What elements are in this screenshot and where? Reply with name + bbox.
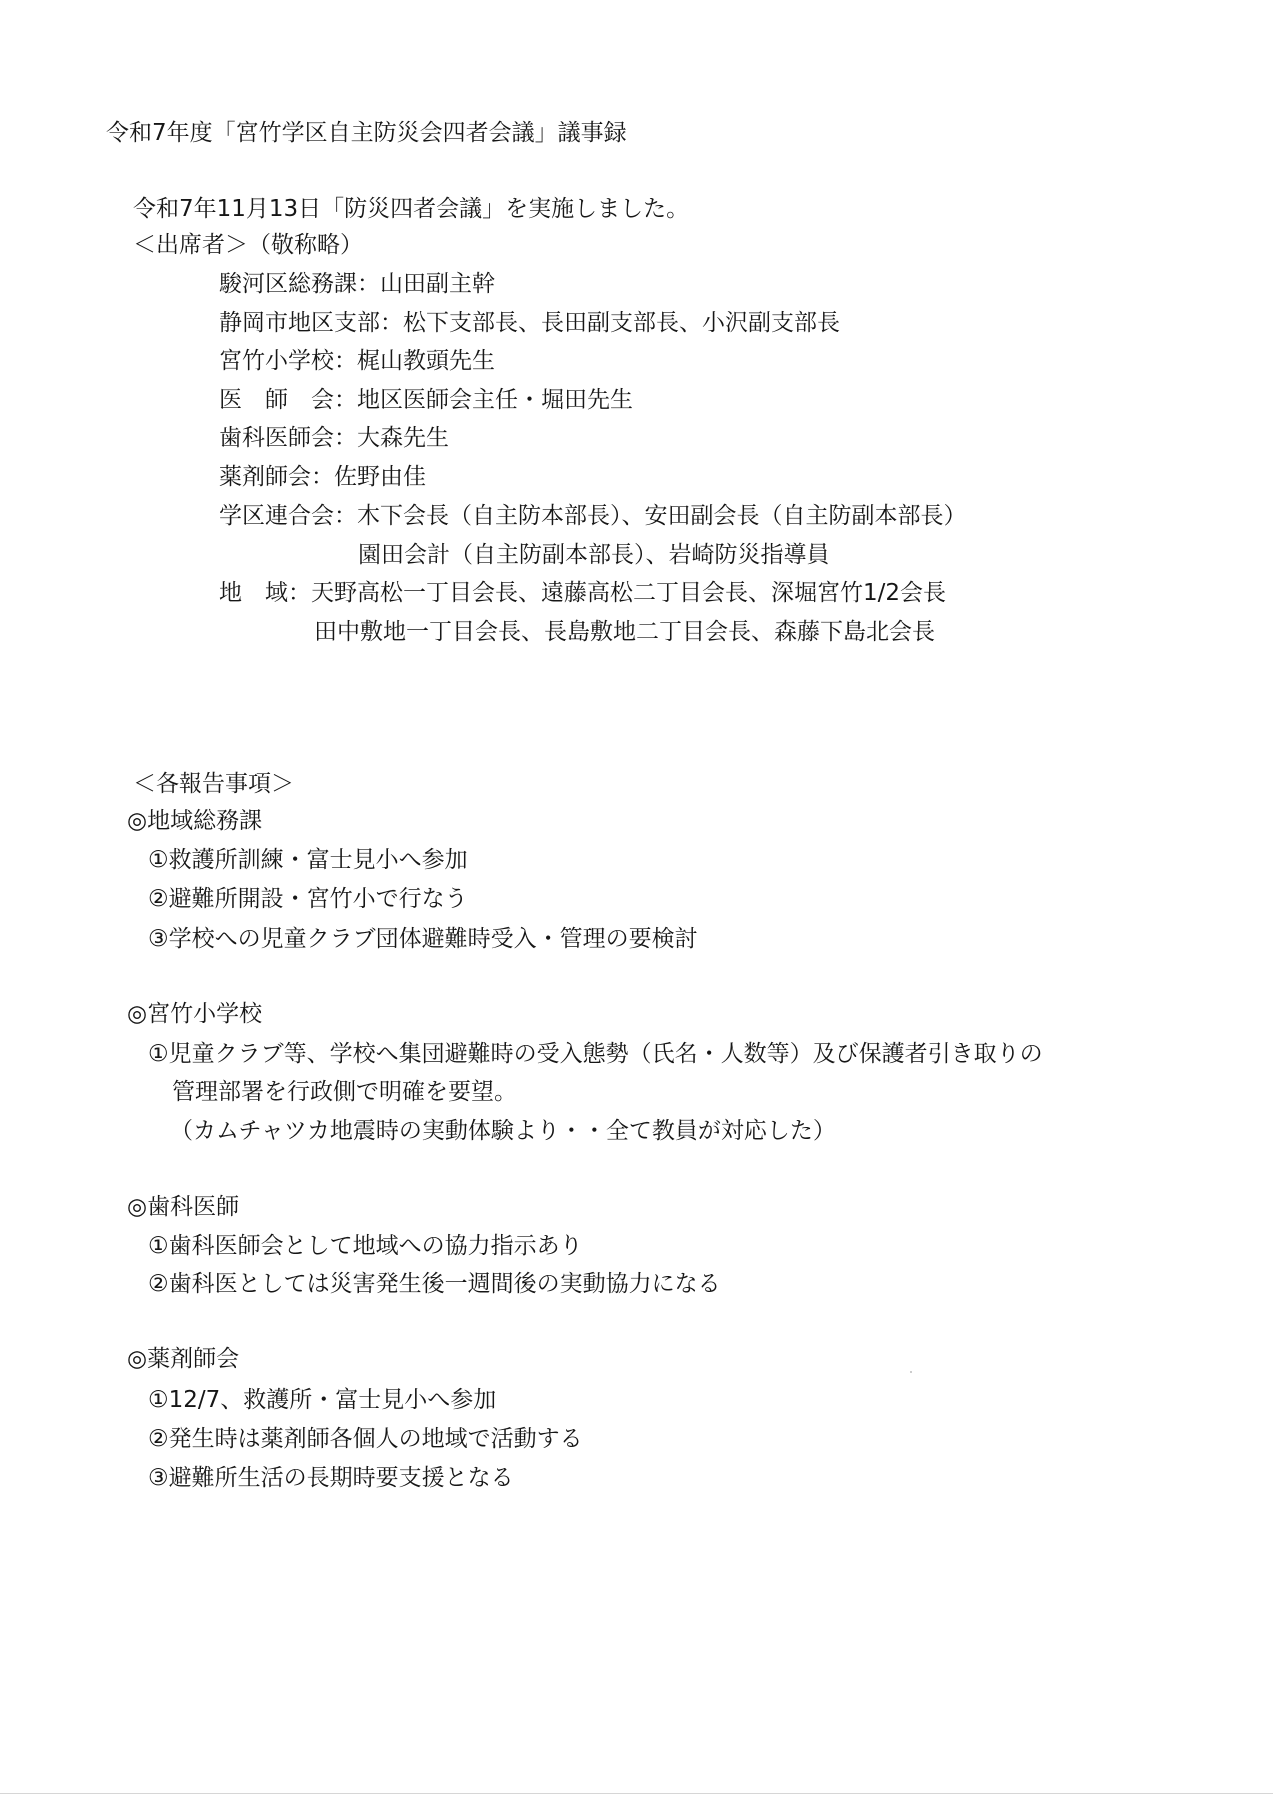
attendees-heading: ＜出席者＞（敬称略） [133, 232, 363, 258]
report-item: ③学校への児童クラブ団体避難時受入・管理の要検討 [148, 926, 698, 952]
report-section-title: ◎宮竹小学校 [127, 1001, 263, 1027]
report-item: ②歯科医としては災害発生後一週間後の実動協力になる [148, 1271, 721, 1297]
report-item-note: （カムチャツカ地震時の実動体験より・・全て教員が対応した） [170, 1118, 836, 1144]
report-item: ①歯科医師会として地域への協力指示あり [148, 1233, 583, 1259]
scan-speck [910, 1371, 912, 1373]
report-item: ③避難所生活の長期時要支援となる [148, 1465, 514, 1491]
attendee-line: 静岡市地区支部：松下支部長、長田副支部長、小沢副支部長 [219, 310, 840, 336]
scan-edge-line [0, 1793, 1273, 1794]
report-item: ①救護所訓練・富士見小へ参加 [148, 847, 468, 873]
document-title: 令和7年度「宮竹学区自主防災会四者会議」議事録 [106, 120, 627, 146]
meeting-intro: 令和7年11月13日「防災四者会議」を実施しました。 [133, 196, 690, 222]
attendee-line: 駿河区総務課：山田副主幹 [219, 271, 495, 297]
report-section-title: ◎地域総務課 [127, 808, 263, 834]
attendee-line: 歯科医師会：大森先生 [219, 425, 449, 451]
report-item: ①児童クラブ等、学校へ集団避難時の受入態勢（氏名・人数等）及び保護者引き取りの [148, 1041, 1043, 1067]
report-section-title: ◎薬剤師会 [127, 1346, 240, 1372]
report-item: ②発生時は薬剤師各個人の地域で活動する [148, 1426, 583, 1452]
reports-heading: ＜各報告事項＞ [133, 771, 294, 797]
report-item: ①12/7、救護所・富士見小へ参加 [148, 1387, 497, 1413]
attendee-line: 薬剤師会：佐野由佳 [219, 464, 426, 490]
report-item-continuation: 管理部署を行政側で明確を要望。 [172, 1079, 517, 1105]
attendee-line-continuation: 園田会計（自主防副本部長）、岩崎防災指導員 [358, 542, 830, 568]
attendee-line: 宮竹小学校：梶山教頭先生 [219, 348, 495, 374]
report-item: ②避難所開設・宮竹小で行なう [148, 886, 468, 912]
attendee-line: 医 師 会：地区医師会主任・堀田先生 [219, 387, 633, 413]
attendee-line: 地 域：天野高松一丁目会長、遠藤高松二丁目会長、深堀宮竹1/2会長 [219, 580, 947, 606]
attendee-line-continuation: 田中敷地一丁目会長、長島敷地二丁目会長、森藤下島北会長 [314, 619, 935, 645]
report-section-title: ◎歯科医師 [127, 1194, 240, 1220]
attendee-line: 学区連合会：木下会長（自主防本部長）、安田副会長（自主防副本部長） [219, 503, 967, 529]
